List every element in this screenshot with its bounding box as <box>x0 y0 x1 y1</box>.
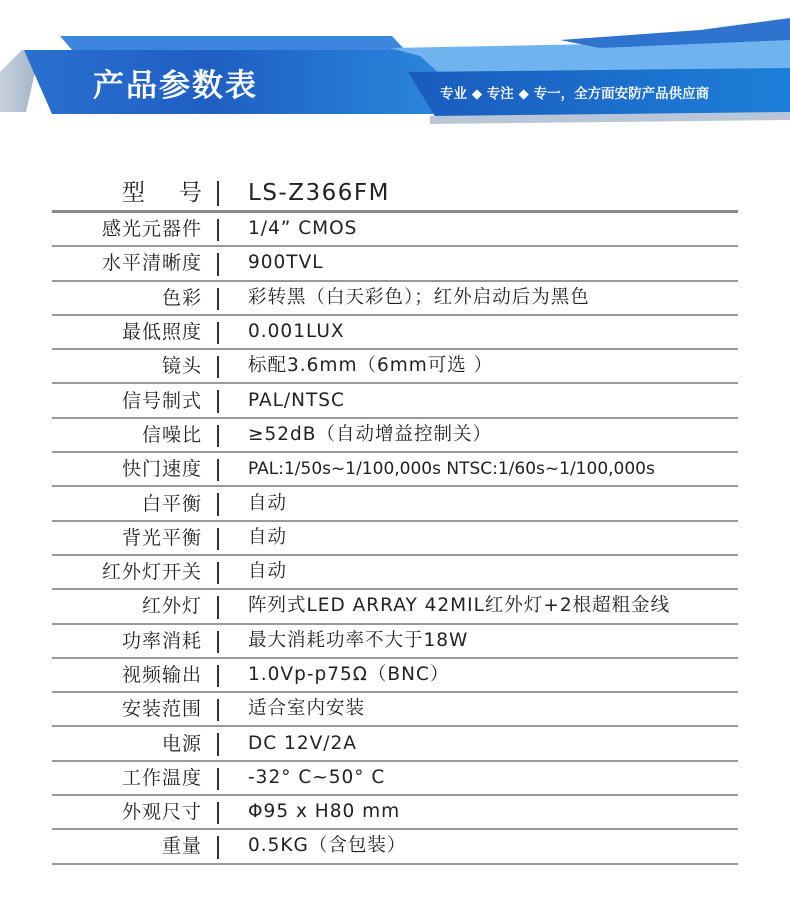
row-label: 红外灯 <box>141 595 202 618</box>
row-label: 重量 <box>161 835 202 858</box>
row-label: 红外灯开关 <box>101 561 202 584</box>
table-row <box>52 762 738 796</box>
row-label: 电源 <box>161 732 202 755</box>
column-divider <box>202 453 232 485</box>
row-label: 功率消耗 <box>121 629 202 652</box>
row-value: 最大消耗功率不大于18W <box>248 629 469 651</box>
row-value: DC 12V/2A <box>248 732 357 754</box>
row-label: 镜头 <box>161 355 202 378</box>
row-label: 白平衡 <box>141 492 202 515</box>
row-label: 工作温度 <box>121 766 202 789</box>
table-row <box>52 796 738 830</box>
column-divider <box>202 175 232 210</box>
spec-table <box>52 175 738 865</box>
table-row <box>52 556 738 590</box>
column-divider <box>202 556 232 588</box>
table-row <box>52 830 738 864</box>
table-row <box>52 590 738 624</box>
column-divider <box>202 247 232 279</box>
row-label: 色彩 <box>161 286 202 309</box>
column-divider <box>202 419 232 451</box>
row-value: 标配3.6mm（6mm可选 ） <box>248 355 494 377</box>
table-row <box>52 213 738 247</box>
row-value: 0.5KG（含包装） <box>248 835 407 857</box>
row-value: 自动 <box>248 526 288 548</box>
table-row <box>52 247 738 281</box>
table-row <box>52 316 738 350</box>
row-label: 外观尺寸 <box>121 801 202 824</box>
row-value: 900TVL <box>248 252 324 274</box>
row-value: 1.0Vp-p75Ω（BNC） <box>248 664 450 685</box>
column-divider <box>202 316 232 348</box>
table-row <box>52 453 738 487</box>
row-value: 自动 <box>248 492 288 514</box>
column-divider <box>202 762 232 794</box>
model-label-first: 型 <box>122 179 145 206</box>
row-label: 背光平衡 <box>121 526 202 549</box>
column-divider <box>202 213 232 245</box>
table-row <box>52 693 738 727</box>
row-label: 信号制式 <box>121 389 202 412</box>
column-divider <box>202 590 232 622</box>
table-row <box>52 350 738 384</box>
model-label-second: 号 <box>179 179 202 206</box>
row-value: 阵列式LED ARRAY 42MIL红外灯+2根超粗金线 <box>248 595 671 617</box>
table-row <box>52 282 738 316</box>
slogan-text: 专业 ◆ 专注 ◆ 专一，全方面安防产品供应商 <box>440 86 710 102</box>
table-row <box>52 384 738 418</box>
row-value: PAL/NTSC <box>248 389 345 411</box>
row-value: ≥52dB（自动增益控制关） <box>248 423 492 445</box>
column-divider <box>202 282 232 314</box>
model-row <box>52 175 738 213</box>
column-divider <box>202 384 232 416</box>
row-value: Φ95 x H80 mm <box>248 801 401 823</box>
title-banner <box>0 0 790 140</box>
row-value: 彩转黑（白天彩色）；红外启动后为黑色 <box>248 286 590 308</box>
table-row <box>52 659 738 693</box>
row-value: 自动 <box>248 561 288 583</box>
column-divider <box>202 350 232 382</box>
row-label: 感光元器件 <box>101 218 202 241</box>
table-row <box>52 625 738 659</box>
row-value: 适合室内安装 <box>248 698 366 720</box>
table-row <box>52 522 738 556</box>
row-value: -32° C~50° C <box>248 766 386 788</box>
row-label: 最低照度 <box>121 321 202 344</box>
column-divider <box>202 796 232 828</box>
table-row <box>52 727 738 761</box>
row-label: 视频输出 <box>121 664 202 686</box>
row-value: PAL:1/50s~1/100,000s NTSC:1/60s~1/100,000s <box>248 459 655 480</box>
column-divider <box>202 659 232 691</box>
table-row <box>52 419 738 453</box>
row-label: 安装范围 <box>121 698 202 721</box>
page-title: 产品参数表 <box>93 68 258 104</box>
row-label: 快门速度 <box>121 458 202 481</box>
column-divider <box>202 693 232 725</box>
column-divider <box>202 487 232 519</box>
table-row <box>52 487 738 521</box>
column-divider <box>202 830 232 862</box>
column-divider <box>202 522 232 554</box>
row-value: 0.001LUX <box>248 321 345 343</box>
top-stripe-shape <box>60 36 405 50</box>
row-value: 1/4” CMOS <box>248 218 358 240</box>
model-label <box>52 179 202 207</box>
row-label: 信噪比 <box>141 423 202 446</box>
row-label: 水平清晰度 <box>101 252 202 275</box>
model-value: LS-Z366FM <box>248 179 390 206</box>
column-divider <box>202 727 232 759</box>
column-divider <box>202 625 232 657</box>
